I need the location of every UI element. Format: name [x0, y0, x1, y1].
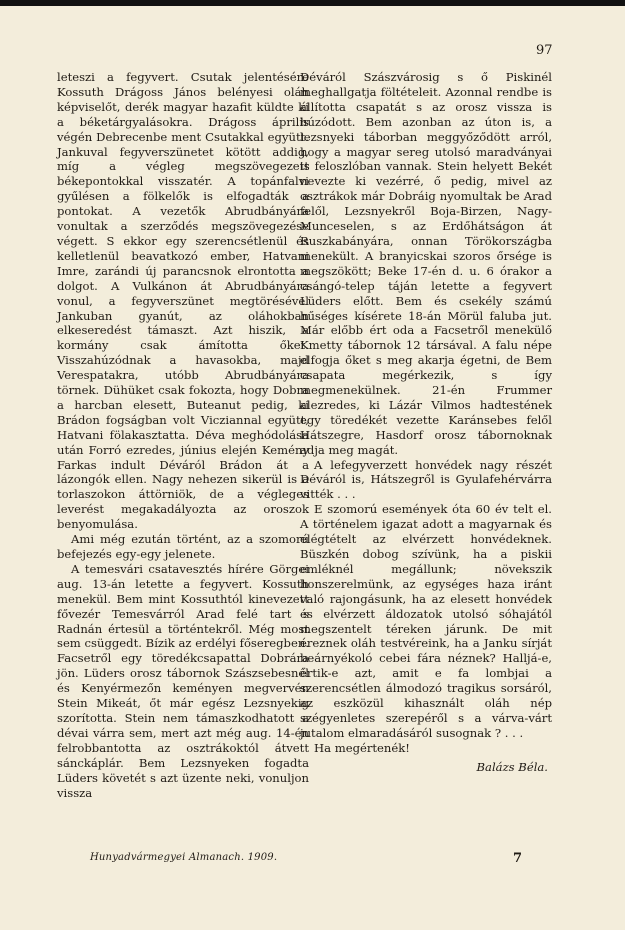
right-column — [300, 70, 552, 775]
paragraph: E szomorú események óta 60 év telt el. A történelem igazat adott a magyarnak és elégtételt az elvérzett honvédeknek. Büszkén dobog szívünk, ha a piskii emléknél megállunk; növekszik honszerelmünk, az egységes haza iránt való rajongásunk, ha az elesett honvédek és elvérzett áldozatok utolsó sóhajától megszentelt téreken járunk. De mit éreznek oláh testvéreink, ha a Janku sírját beárnyékoló cebei fára néznek? Halljá-e, értik-e azt, amit e fa lombjai a szerencsétlen álmodozó tragikus sorsáról, az eszközül kihasznált oláh nép szégyenletes szerepéről s a várva-várt jutalom elmaradásáról susognak ? . . . — [300, 502, 552, 740]
footer-publication: Hunyadvármegyei Almanach. 1909. — [90, 852, 278, 863]
footer-signature-mark: 7 — [513, 851, 523, 866]
paragraph: A temesvári csatavesztés hírére Görgei aug. 13-án letette a fegyvert. Kossuth menekül. Bem mint Kossuthtól kinevezett fővezér Temesvárról Arad felé tart s Radnán értesül a történtekről. Még most sem csüggedt. Bízik az erdélyi főseregben. Facsetről egy töredékcsapattal Dobrára jön. Lüders orosz tábornok Szászsebesnél és Kenyérmezőn keményen megvervén Stein Mikeát, őt már egész Lezsnyekig szorította. Stein nem támaszkodhatott a dévai várra sem, mert azt még aug. 14-én felrobbantotta az osztrákoktól átvett sánckáplár. Bem Lezsnyeken fogadta Lüders követét s azt üzente neki, vonuljon vissza — [57, 561, 309, 800]
author-signature: Balázs Béla. — [476, 759, 548, 774]
paragraph: Ami még ezután történt, az a szomorú befejezés egy-egy jelenete. — [57, 532, 309, 561]
page-number: 97 — [536, 43, 553, 58]
paragraph: leteszi a fegyvert. Csutak jelentésére Kossuth Drágoss János belényesi oláh képviselőt, derék magyar hazafit küldte ki a béketárgyalásokra. Drágoss április végén Debrecenbe ment Csutakkal együtt. Jankuval fegyverszünetet kötött addig, míg a végleg megszövegezett békepontokkal visszatér. A topánfalvi gyűlésen a fölkelők is elfogadták a pontokat. A vezetők Abrudbányára vonultak a szerződés megszövegezése végett. S ekkor egy szerencsétlenül és kelletlenül beavatkozó ember, Hatvani Imre, zarándi új parancsnok elrontotta a dolgot. A Vulkánon át Abrudbányára vonul, a fegyverszünet megtörésével Jankuban gyanút, az oláhokban elkeseredést támaszt. Azt hiszik, a kormány csak ámította őket. Visszahúzódnak a havasokba, majd Verespatakra, utóbb Abrudbányára törnek. Dühüket csak fokozta, hogy Dobra a harcban elesett, Buteanut pedig, ki Brádon fogságban volt Vicziannal együtt, Hatvani fölakasztatta. Déva meghódolása után Forró ezredes, június elején Kemény Farkas indult Déváról Brádon át a lázongók ellen. Nagy nehezen sikerül is a torlaszokon áttörniök, de a végleges leverést megakadályozta az oroszok benyomulása. — [57, 70, 309, 532]
paragraph: Ha megértenék! — [314, 740, 410, 755]
paragraph: Déváról Szászvárosig s ő Piskinél meghallgatja föltételeit. Azonnal rendbe is állította csapatát s az orosz vissza is húzódott. Bem azonban az úton is, a lezsnyeki táborban meggyőződött arról, hogy a magyar sereg utolsó maradványai is feloszlóban vannak. Stein helyett Bekét nevezte ki vezérré, ő pedig, mivel az osztrákok már Dobráig nyomultak be Arad felől, Lezsnyekről Boja-Birzen, Nagy-Munceselen, s az Erdőhátságon át Ruszkabányára, onnan Törökországba menekült. A branyicskai szoros őrsége is megszökött; Beke 17-én d. u. 6 órakor a csángó-telep táján letette a fegyvert Lüders előtt. Bem és csekély számú hűséges kísérete 18-án Mörül faluba jut. Már előbb ért oda a Facsetről menekülő Kmetty tábornok 12 társával. A falu népe elfogja őket s meg akarja égetni, de Bem csapata megérkezik, s így megmenekülnek. 21-én Frummer alezredes, ki Lázár Vilmos hadtestének egy töredékét vezette Karánsebes felől Hátszegre, Hasdorf orosz tábornoknak adja meg magát. — [300, 70, 552, 457]
left-column — [57, 70, 309, 800]
paragraph: A lefegyverzett honvédek nagy részét Déváról is, Hátszegről is Gyulafehérvárra vitték . . . — [300, 457, 552, 502]
top-edge-bar — [0, 0, 625, 6]
